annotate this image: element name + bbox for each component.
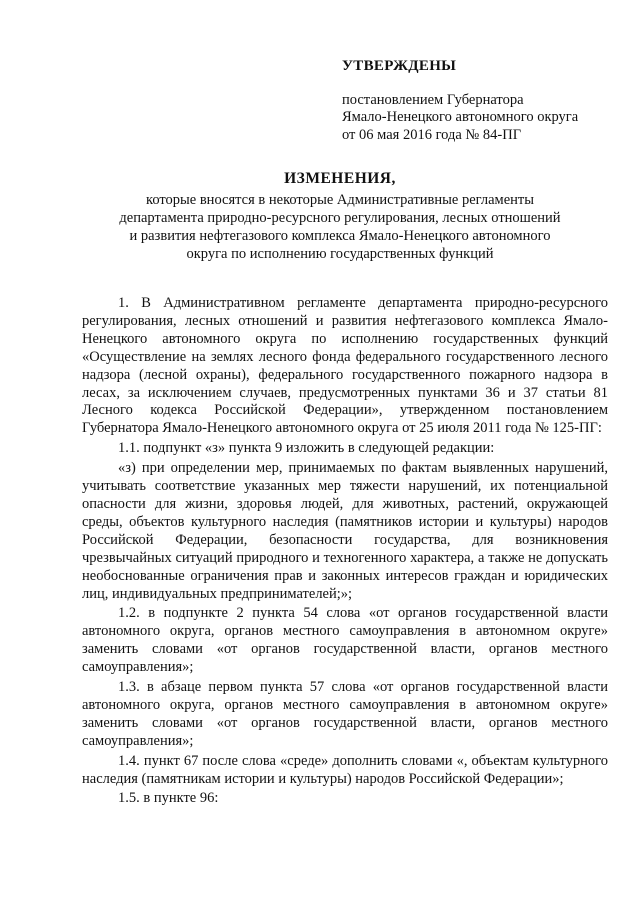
paragraph-1-2: 1.2. в подпункте 2 пункта 54 слова «от органов государственной власти автономного округа, органов местного самоуправления в автономном округе» заменить словами «от органов государственной власти, органов местного самоуправления»; — [82, 605, 608, 676]
subtitle-line-2: департамента природно-ресурсного регулирования, лесных отношений — [119, 210, 561, 226]
subtitle-line-3: и развития нефтегазового комплекса Ямало-Ненецкого автономного — [129, 228, 551, 244]
document-title-block — [80, 170, 600, 263]
document-body — [82, 295, 608, 810]
paragraph-1-4: 1.4. пункт 67 после слова «среде» дополнить словами «, объектам культурного наследия (памятникам истории и культуры) народов Российской Федерации»; — [82, 752, 608, 787]
approval-block — [342, 58, 622, 144]
paragraph-1-1: 1.1. подпункт «з» пункта 9 изложить в следующей редакции: — [118, 440, 495, 457]
document-title: ИЗМЕНЕНИЯ, — [284, 170, 396, 187]
paragraph-quote-z: «з) при определении мер, принимаемых по фактам выявленных нарушений, учитывать соответствие указанных мер тяжести нарушений, их потенциальной опасности для жизни, здоровья людей, для животных, растений, окружающей среды, объектов культурного наследия (памятников истории и культуры) народов Российской Федерации, безопасности государства, для возникновения чрезвычайных ситуаций природного и техногенного характера, а также не допускать необоснованные ограничения прав и законных интересов граждан и юридических лиц, индивидуальных предпринимателей;»; — [82, 460, 608, 602]
approval-line-1: постановлением Губернатора — [342, 91, 524, 108]
paragraph-1: 1. В Административном регламенте департамента природно-ресурсного регулирования, лесных отношений и развития нефтегазового комплекса Ямало-Ненецкого автономного округа по исполнению государственных функций «Осуществление на землях лесного фонда федерального государственного лесного надзора (лесной охраны), федерального государственного пожарного надзора в лесах, за исключением случаев, предусмотренных пунктами 36 и 37 статьи 81 Лесного кодекса Российской Федерации», утвержденном постановлением Губернатора Ямало-Ненецкого автономного округа от 25 июля 2011 года № 125-ПГ: — [82, 295, 608, 437]
subtitle-line-1: которые вносятся в некоторые Административные регламенты — [146, 192, 534, 208]
paragraph-1-5: 1.5. в пункте 96: — [118, 790, 219, 807]
approval-line-3: от 06 мая 2016 года № 84-ПГ — [342, 126, 522, 143]
approval-heading: УТВЕРЖДЕНЫ — [342, 58, 457, 74]
subtitle-line-4: округа по исполнению государственных функций — [186, 246, 494, 262]
approval-line-2: Ямало-Ненецкого автономного округа — [342, 109, 579, 125]
paragraph-1-3: 1.3. в абзаце первом пункта 57 слова «от органов государственной власти автономного округа, органов местного самоуправления в автономном округе» заменить словами «от органов государственной власти, органов местного самоуправления»; — [82, 679, 608, 749]
